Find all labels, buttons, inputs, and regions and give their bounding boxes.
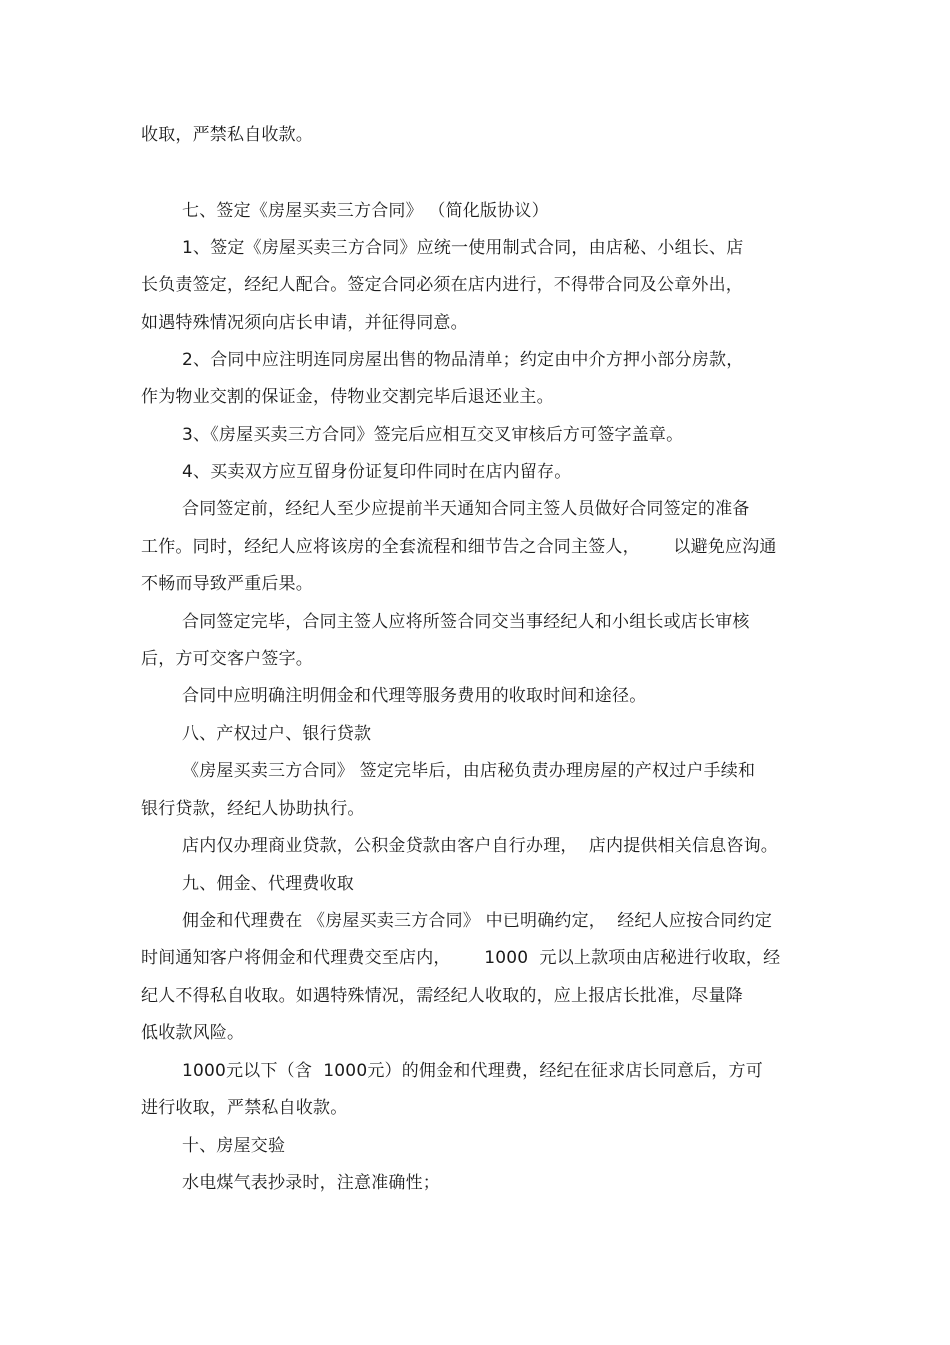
text-line: 低收款风险。: [141, 1023, 245, 1043]
text-line: 纪人不得私自收取。如遇特殊情况，需经纪人收取的，应上报店长批准，尽量降: [141, 986, 743, 1006]
section-heading: 十、房屋交验: [182, 1136, 286, 1156]
text-line: 佣金和代理费在 《房屋买卖三方合同》 中已明确约定， 经纪人应按合同约定: [182, 911, 773, 931]
text-line: 时间通知客户将佣金和代理费交至店内， 1000 元以上款项由店秘进行收取，经: [141, 948, 781, 968]
text-line: 进行收取，严禁私自收款。: [141, 1098, 348, 1118]
text-line: 1、签定《房屋买卖三方合同》应统一使用制式合同，由店秘、小组长、店: [182, 238, 744, 258]
text-line: 3、《房屋买卖三方合同》签完后应相互交叉审核后方可签字盖章。: [182, 425, 684, 445]
text-line: 1000元以下（含 1000元）的佣金和代理费，经纪在征求店长同意后，方可: [182, 1061, 763, 1081]
text-line: 店内仅办理商业贷款，公积金贷款由客户自行办理， 店内提供相关信息咨询。: [182, 836, 779, 856]
text-line: 水电煤气表抄录时，注意准确性；: [182, 1173, 440, 1193]
text-line: 长负责签定，经纪人配合。签定合同必须在店内进行，不得带合同及公章外出，: [141, 275, 743, 295]
text-line: 不畅而导致严重后果。: [141, 574, 313, 594]
text-line: 合同签定前，经纪人至少应提前半天通知合同主签人员做好合同签定的准备: [182, 499, 750, 519]
text-line: 4、买卖双方应互留身份证复印件同时在店内留存。: [182, 462, 572, 482]
text-line: 作为物业交割的保证金，侍物业交割完毕后退还业主。: [141, 387, 554, 407]
text-line: 合同签定完毕，合同主签人应将所签合同交当事经纪人和小组长或店长审核: [182, 612, 750, 632]
text-line: 收取，严禁私自收款。: [141, 125, 313, 145]
section-heading: 七、签定《房屋买卖三方合同》 （简化版协议）: [182, 201, 549, 221]
section-heading: 八、产权过户、银行贷款: [182, 724, 372, 744]
text-line: 工作。同时，经纪人应将该房的全套流程和细节告之合同主签人， 以避免应沟通: [141, 537, 777, 557]
text-line: 后，方可交客户签字。: [141, 649, 313, 669]
text-line: 如遇特殊情况须向店长申请，并征得同意。: [141, 313, 468, 333]
text-line: 合同中应明确注明佣金和代理等服务费用的收取时间和途径。: [182, 686, 647, 706]
section-heading: 九、佣金、代理费收取: [182, 874, 354, 894]
text-line: 银行贷款，经纪人协助执行。: [141, 799, 365, 819]
text-line: 2、合同中应注明连同房屋出售的物品清单；约定由中介方押小部分房款，: [182, 350, 744, 370]
text-line: 《房屋买卖三方合同》 签定完毕后，由店秘负责办理房屋的产权过户手续和: [182, 761, 756, 781]
